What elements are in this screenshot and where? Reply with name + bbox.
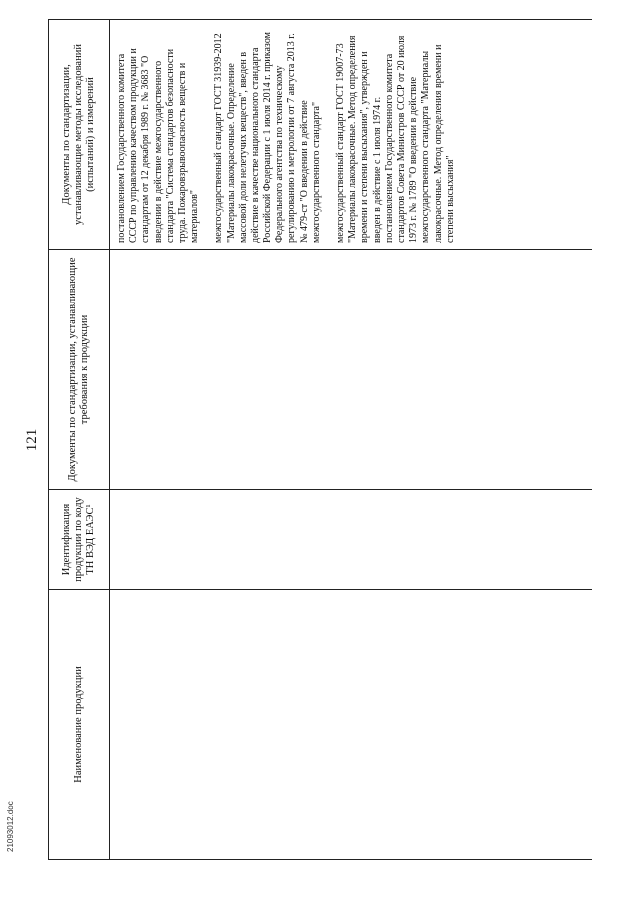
cell-product-name — [110, 590, 593, 860]
page-number: 121 — [24, 428, 40, 452]
header-tn-ved-code: Идентификация продукции по коду ТН ВЭД ЕАЭС¹ — [49, 490, 110, 590]
methods-entry-2: межгосударственный стандарт ГОСТ 31939-2012 "Материалы лакокрасочные. Определение массовой доли нелетучих веществ", введен в действие в качестве национального стандарта Российской Федерации с 1 июля 2014 г. приказом Федерального агентства по техническому регулированию и метрологии от 7 августа 2013 г. № 479-ст "О введении в действие межгосударственного стандарта" — [213, 32, 322, 243]
header-methods-docs: Документы по стандартизации, устанавливающие методы исследований (испытаний) и измерений — [49, 20, 110, 250]
table-header-row — [49, 20, 110, 860]
cell-methods-docs — [110, 20, 593, 250]
cell-tn-ved-code — [110, 490, 593, 590]
cell-requirements-docs — [110, 250, 593, 490]
header-requirements-docs: Документы по стандартизации, устанавливающие требования к продукции — [49, 250, 110, 490]
rotated-page — [20, 20, 600, 860]
standards-table — [48, 19, 592, 860]
document-file-code: 21093012.doc — [6, 801, 15, 852]
methods-entry-1: постановлением Государственного комитета СССР по управлению качеством продукции и стандартам от 12 декабря 1989 г. № 3683 "О введении в действие межгосударственного стандарта "Система стандартов безопасности труда. Пожаровзрывоопасность веществ и материалов" — [116, 48, 201, 243]
header-product-name: Наименование продукции — [49, 590, 110, 860]
methods-entry-3: межгосударственный стандарт ГОСТ 19007-73 "Материалы лакокрасочные. Метод определения времени и степени высыхания", утвержден и введен в действие с 1 июля 1974 г. постановлением Государственного комитета стандартов Совета Министров СССР от 20 июля 1973 г. № 1789 "О введении в действие межгосударственного стандарта "Материалы лакокрасочные. Метод определения времени и степени высыхания" — [335, 35, 456, 243]
table-row — [110, 20, 593, 860]
